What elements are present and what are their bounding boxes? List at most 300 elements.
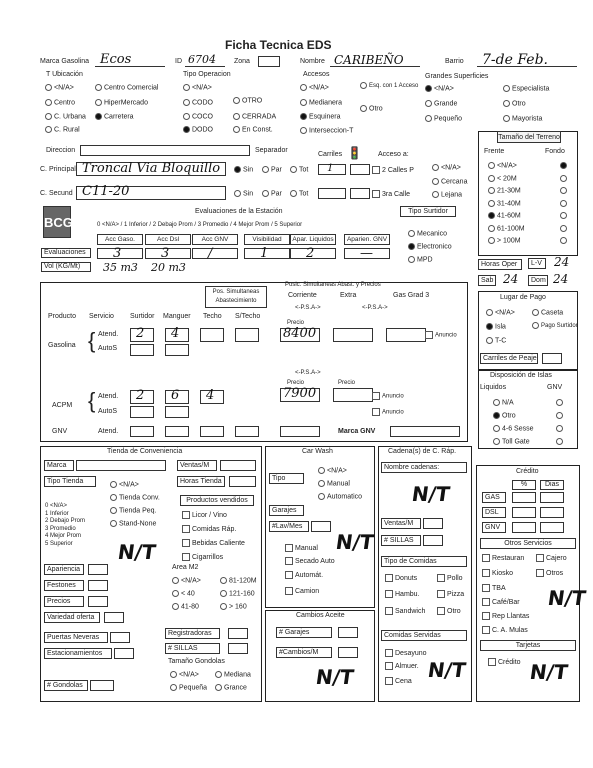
horas-tienda-field[interactable] bbox=[229, 476, 256, 487]
gas-precio-label: Precio bbox=[287, 320, 305, 326]
page-title: Ficha Tecnica EDS bbox=[225, 38, 332, 52]
marca-gnv-field[interactable] bbox=[390, 426, 460, 437]
corriente-label: Corriente bbox=[288, 292, 317, 299]
tienda-sillas-field[interactable] bbox=[228, 643, 248, 654]
otros-serv-0[interactable]: Restauran bbox=[482, 554, 524, 562]
barrio-line bbox=[477, 66, 577, 67]
pago-surtidor[interactable]: Pago Surtidor bbox=[532, 322, 578, 329]
marca-value[interactable]: Ecos bbox=[100, 52, 132, 67]
disp-liq-0[interactable]: N/A bbox=[493, 399, 514, 406]
lv-value[interactable]: 24 bbox=[554, 255, 570, 269]
gnv-surtidor-field[interactable] bbox=[130, 426, 154, 437]
nombre-line bbox=[330, 66, 420, 67]
cs-par[interactable]: Par bbox=[262, 190, 282, 197]
disp-liq-2[interactable]: 4-6 Sesse bbox=[493, 425, 534, 432]
acpm-surtidor-value: 2 bbox=[136, 388, 145, 403]
cw-manual[interactable]: Manual bbox=[318, 480, 350, 487]
com-pollo[interactable]: Pollo bbox=[437, 574, 463, 582]
terreno-fondo-radio-6[interactable] bbox=[560, 237, 569, 244]
area-radio-3[interactable]: 121-160 bbox=[220, 590, 255, 597]
tienda-scale-4: 4 Mejor Prom bbox=[45, 533, 82, 539]
terreno-fondo-radio-2[interactable] bbox=[560, 187, 569, 194]
disp-gnv-1[interactable] bbox=[556, 412, 565, 419]
tam-gondolas-label: Tamaño Gondolas bbox=[168, 658, 225, 665]
op-dodo[interactable]: DODO bbox=[183, 126, 213, 133]
id-line bbox=[185, 66, 225, 67]
cambios-title: Cambios Aceite bbox=[296, 612, 345, 619]
acpm-label: ACPM bbox=[52, 402, 73, 409]
area-label: Area M2 bbox=[172, 564, 199, 571]
registradoras-field[interactable] bbox=[228, 628, 248, 639]
terreno-frente-radio-5[interactable]: 61-100M bbox=[488, 225, 525, 232]
acpm-precio2-field[interactable] bbox=[333, 388, 373, 402]
tienda-field-label-2: Precios bbox=[44, 596, 84, 607]
acc-medianera[interactable]: Medianera bbox=[300, 99, 342, 106]
cw-manual-cb[interactable]: Manual bbox=[285, 544, 318, 552]
eval-col-2: Acc GNV bbox=[192, 234, 238, 245]
gondolas-field[interactable] bbox=[90, 680, 114, 691]
carwash-title: Car Wash bbox=[302, 448, 333, 455]
area-radio-1[interactable]: 81-120M bbox=[220, 577, 257, 584]
gnv-stecho-field[interactable] bbox=[235, 426, 259, 437]
horas-tienda-label: Horas Tienda bbox=[177, 476, 225, 487]
serv-desayuno[interactable]: Desayuno bbox=[385, 649, 427, 657]
puertas-label: Puertas Neveras bbox=[44, 632, 108, 643]
gs-especialista[interactable]: Especialista bbox=[503, 85, 549, 92]
gs-grande[interactable]: Grande bbox=[425, 100, 457, 107]
credito-dias-2[interactable] bbox=[540, 522, 564, 533]
cadena-title: Cadena(s) de C. Ráp. bbox=[388, 448, 457, 455]
evaluaciones-label: Evaluaciones bbox=[41, 248, 91, 258]
disp-liquidos: Liquidos bbox=[480, 384, 507, 391]
gas-psa1: <-P.S.A-> bbox=[295, 305, 321, 311]
eval-title: Evaluaciones de la Estación bbox=[195, 208, 283, 215]
gas-manguer2-field[interactable] bbox=[165, 344, 189, 356]
carwash-nt: N/T bbox=[334, 530, 376, 554]
terreno-frente-radio-1[interactable]: < 20M bbox=[488, 175, 517, 182]
eval-val-0: 3 bbox=[113, 246, 122, 261]
tienda-scale-0: 0 <N/A> bbox=[45, 503, 68, 509]
gas-stecho-field[interactable] bbox=[235, 328, 259, 342]
otros-servicios-label: Otros Servicios bbox=[480, 538, 576, 549]
dom-value[interactable]: 24 bbox=[553, 272, 569, 286]
cw-lav-field[interactable] bbox=[311, 521, 331, 532]
credito-pct-2[interactable] bbox=[512, 522, 536, 533]
terreno-frente: Frente bbox=[484, 148, 505, 155]
credito-title: Crédito bbox=[516, 468, 539, 475]
tipo-operacion-label: Tipo Operacion bbox=[183, 71, 231, 78]
tienda-field-label-1: Festones bbox=[44, 580, 84, 591]
eval-col-3: Visibilidad bbox=[244, 234, 290, 245]
otros-nt: N/T bbox=[546, 586, 588, 610]
area-radio-2[interactable]: < 40 bbox=[172, 590, 195, 597]
tienda-field-0[interactable] bbox=[88, 564, 108, 575]
eval-col-1: Acc Dsl bbox=[145, 234, 191, 245]
tienda-field-1[interactable] bbox=[88, 580, 108, 591]
tam-mediana[interactable]: Mediana bbox=[215, 671, 251, 678]
cw-garajes-label: Garajes bbox=[269, 505, 304, 516]
acc-interseccion-t[interactable]: Interseccion-T bbox=[300, 127, 353, 134]
t-ubicacion-label: T Ubicación bbox=[46, 71, 83, 78]
zona-field[interactable] bbox=[258, 56, 280, 67]
eval-val-1: 3 bbox=[161, 246, 170, 261]
gas-techo-field[interactable] bbox=[200, 328, 224, 342]
eval-val-4: 2 bbox=[306, 246, 315, 261]
terreno-fondo: Fondo bbox=[545, 148, 565, 155]
credito-row-label-1: DSL bbox=[482, 507, 506, 518]
gs-otro[interactable]: Otro bbox=[503, 100, 526, 107]
acpm-anuncio2[interactable]: Anuncio bbox=[372, 408, 404, 416]
registradoras-label: Registradoras bbox=[165, 628, 220, 639]
cw-automat-cb[interactable]: Automát. bbox=[285, 571, 323, 579]
op-otro[interactable]: OTRO bbox=[233, 97, 262, 104]
nombre-value[interactable]: CARIBEÑO bbox=[334, 53, 404, 67]
otros-serv-7[interactable]: C. A. Mulas bbox=[482, 626, 528, 634]
credito-pct-1[interactable] bbox=[512, 507, 536, 518]
serv-almuer[interactable]: Almuer. bbox=[385, 662, 419, 670]
tienda-title: Tienda de Conveniencia bbox=[107, 448, 183, 455]
com-donuts[interactable]: Donuts bbox=[385, 574, 417, 582]
tienda-prod-3[interactable]: Cigarrillos bbox=[182, 553, 223, 561]
credito-pct-0[interactable] bbox=[512, 492, 536, 503]
terreno-fondo-radio-1[interactable] bbox=[560, 175, 569, 182]
tienda-sillas-label: # SILLAS bbox=[165, 643, 220, 654]
tienda-field-3[interactable] bbox=[104, 612, 124, 623]
op-codo[interactable]: CODO bbox=[183, 99, 213, 106]
tienda-scale-1: 1 Inferior bbox=[45, 510, 69, 517]
gs-na[interactable]: <N/A> bbox=[425, 85, 454, 92]
tarjetas-label: Tarjetas bbox=[480, 640, 576, 651]
id-value[interactable]: 6704 bbox=[188, 53, 216, 66]
terreno-frente-radio-2[interactable]: 21-30M bbox=[488, 187, 521, 194]
prod-col-1: Servicio bbox=[89, 313, 114, 320]
otros-serv-1[interactable]: Cajero bbox=[536, 554, 567, 562]
servidas-nt: N/T bbox=[426, 658, 468, 682]
c-principal-label: C. Principal bbox=[40, 166, 76, 173]
tienda-scale-5: 5 Superior bbox=[45, 540, 73, 547]
cw-na[interactable]: <N/A> bbox=[318, 467, 347, 474]
tipo-comidas-label: Tipo de Comidas bbox=[381, 556, 467, 567]
gas-autos-label: AutoS bbox=[98, 345, 118, 352]
gnv-manguer-field[interactable] bbox=[165, 426, 189, 437]
gas-surtidor-value: 2 bbox=[136, 326, 145, 341]
tienda-scale-2: 2 Debajo Prom bbox=[45, 518, 86, 524]
cp-carriles-value: 1 bbox=[327, 163, 334, 174]
ubic-carretera[interactable]: Carretera bbox=[95, 113, 134, 120]
terreno-fondo-radio-4[interactable] bbox=[560, 212, 569, 219]
terreno-fondo-radio-0[interactable] bbox=[560, 162, 569, 169]
terreno-title: Tamaño del Terreno bbox=[497, 131, 561, 143]
nombre-label: Nombre bbox=[300, 58, 325, 65]
sab-label: Sab bbox=[478, 275, 496, 286]
terreno-fondo-radio-3[interactable] bbox=[560, 200, 569, 207]
ubic-centro[interactable]: Centro bbox=[45, 99, 75, 106]
id-label: ID bbox=[175, 58, 182, 65]
acpm-precio-value: 7900 bbox=[283, 386, 317, 401]
cs-carriles2-field[interactable] bbox=[350, 188, 370, 199]
tercera-calle[interactable]: 3ra Calle bbox=[372, 190, 410, 198]
lv-label: L-V bbox=[528, 258, 546, 269]
prod-col-5: S/Techo bbox=[235, 313, 261, 320]
otros-serv-3[interactable]: Otros bbox=[536, 569, 563, 577]
acc-na[interactable]: <N/A> bbox=[300, 84, 329, 91]
gs-mayorista[interactable]: Mayorista bbox=[503, 115, 542, 122]
pago-na[interactable]: <N/A> bbox=[486, 309, 515, 316]
tam-na[interactable]: <N/A> bbox=[170, 671, 199, 678]
acpm-precio-label: Precio bbox=[287, 380, 305, 386]
cw-lav-label: #Lav/Mes bbox=[269, 521, 309, 532]
acc-lejana[interactable]: Lejana bbox=[432, 191, 462, 198]
acc-otro[interactable]: Otro bbox=[360, 105, 383, 112]
sab-value[interactable]: 24 bbox=[503, 272, 519, 286]
prod-col-2: Surtidor bbox=[130, 313, 155, 320]
cambios-garajes-field[interactable] bbox=[338, 627, 358, 638]
grad-precio-field[interactable] bbox=[386, 328, 426, 342]
op-en-const[interactable]: En Const. bbox=[233, 126, 273, 133]
accesos-label: Accesos bbox=[303, 71, 330, 78]
terreno-fondo-radio-5[interactable] bbox=[560, 225, 569, 232]
acpm-manguer2-field[interactable] bbox=[165, 406, 189, 418]
acpm-manguer-value: 6 bbox=[171, 388, 180, 403]
cambios-mes-field[interactable] bbox=[338, 647, 358, 658]
cambios-garajes-label: # Garajes bbox=[276, 627, 332, 638]
cp-par[interactable]: Par bbox=[262, 166, 282, 173]
disp-liq-1[interactable]: Otro bbox=[493, 412, 516, 419]
area-radio-0[interactable]: <N/A> bbox=[172, 577, 201, 584]
pago-caseta[interactable]: Caseta bbox=[532, 309, 563, 316]
disp-liq-3[interactable]: Toll Gate bbox=[493, 438, 530, 445]
tienda-nt: N/T bbox=[116, 540, 158, 564]
ubic-c-urbana[interactable]: C. Urbana bbox=[45, 113, 86, 120]
dom-label: Dom bbox=[528, 275, 548, 286]
gas-atend-label: Atend. bbox=[98, 331, 119, 338]
terreno-frente-radio-6[interactable]: > 100M bbox=[488, 237, 521, 244]
tipo-mecanico[interactable]: Mecanico bbox=[408, 230, 447, 237]
cp-tot[interactable]: Tot bbox=[290, 166, 308, 173]
eval-val-3: 1 bbox=[260, 246, 269, 261]
cambios-mes-label: #Cambios/M bbox=[276, 647, 332, 658]
credito-dias-0[interactable] bbox=[540, 492, 564, 503]
cadena-sillas-field[interactable] bbox=[423, 535, 443, 546]
gas-anuncio[interactable]: Anuncio bbox=[425, 331, 457, 339]
tienda-marca-label: Marca bbox=[44, 460, 74, 471]
disp-gnv-3[interactable] bbox=[556, 438, 565, 445]
eval-val-2: / bbox=[208, 246, 213, 261]
acc-cercana[interactable]: Cercana bbox=[432, 178, 467, 185]
gasolina-brace: { bbox=[88, 328, 96, 353]
eval-col-0: Acc Gaso. bbox=[97, 234, 143, 245]
gasolina-label: Gasolina bbox=[48, 342, 76, 349]
pos-sim-label: Pos. Simultaneas Abastecimiento bbox=[205, 286, 267, 308]
tarjetas-nt: N/T bbox=[528, 660, 570, 684]
tienda-field-label-0: Apariencia bbox=[44, 564, 84, 575]
eval-scale: 0 <N/A> / 1 Inferior / 2 Debajo Prom / 3 Promedio / 4 Mejor Prom / 5 Superior bbox=[97, 222, 303, 228]
otros-serv-2[interactable]: Kiosko bbox=[482, 569, 513, 577]
separador-label: Separador bbox=[255, 147, 288, 154]
tam-grance[interactable]: Grance bbox=[215, 684, 247, 691]
barrio-value[interactable]: 7-de Feb. bbox=[482, 52, 548, 68]
tienda-stand[interactable]: Stand-None bbox=[110, 520, 156, 527]
gas-surtidor2-field[interactable] bbox=[130, 344, 154, 356]
cambios-nt: N/T bbox=[314, 665, 356, 689]
tipo-electronico[interactable]: Electronico bbox=[408, 243, 452, 250]
area-radio-4[interactable]: 41-80 bbox=[172, 603, 199, 610]
tienda-field-2[interactable] bbox=[88, 596, 108, 607]
marca-line bbox=[95, 66, 165, 67]
acpm-atend-label: Atend. bbox=[98, 393, 119, 400]
eval-vol-0[interactable]: 35 m3 bbox=[103, 261, 138, 274]
tienda-ventas-label: Ventas/M bbox=[177, 460, 217, 471]
acc-esq-1acceso[interactable]: Esq. con 1 Acceso bbox=[360, 82, 418, 90]
marca-gnv-label: Marca GNV bbox=[338, 428, 376, 435]
vol-label: Vol (KG/Mt) bbox=[41, 262, 91, 272]
pos-sim2-label: Posic. Simultaneas Abast. y Precios bbox=[285, 282, 381, 288]
eval-val-5: — bbox=[360, 246, 373, 261]
grandes-superficies-label: Grandes Superficies bbox=[425, 73, 489, 80]
acpm-psa: <-P.S.A-> bbox=[295, 370, 321, 376]
tienda-prod-1[interactable]: Comidas Ráp. bbox=[182, 525, 236, 533]
tienda-marca-field[interactable] bbox=[76, 460, 166, 471]
cp-sin[interactable]: Sin bbox=[234, 166, 253, 173]
gas-precio-value: 8400 bbox=[283, 326, 317, 341]
cw-secado-cb[interactable]: Secado Auto bbox=[285, 557, 335, 565]
cs-carriles-field[interactable] bbox=[318, 188, 346, 199]
area-radio-5[interactable]: > 160 bbox=[220, 603, 247, 610]
tam-pequena[interactable]: Pequeña bbox=[170, 684, 207, 691]
acpm-anuncio[interactable]: Anuncio bbox=[372, 392, 404, 400]
eval-val-field-2[interactable] bbox=[192, 248, 238, 259]
c-secund-label: C. Secund bbox=[40, 190, 73, 197]
carriles-peaje-field[interactable] bbox=[542, 353, 562, 364]
cw-tipo-label: Tipo bbox=[269, 473, 304, 484]
barrio-label: Barrio bbox=[445, 58, 464, 65]
credito-row-label-2: GNV bbox=[482, 522, 506, 533]
com-pizza[interactable]: Pizza bbox=[437, 590, 464, 598]
cp-carriles2-field[interactable] bbox=[350, 164, 370, 175]
gnv-label: GNV bbox=[52, 428, 68, 435]
gas-manguer-value: 4 bbox=[171, 326, 180, 341]
acc-esquinera[interactable]: Esquinera bbox=[300, 113, 341, 120]
carriles-label: Carriles bbox=[318, 151, 343, 158]
extra-precio-field[interactable] bbox=[333, 328, 373, 342]
eval-vol-1[interactable]: 20 m3 bbox=[151, 261, 186, 274]
carriles-peaje-label: Carriles de Peaje bbox=[480, 353, 538, 364]
credito-dias-label: Dias bbox=[540, 480, 564, 490]
ubic-centro-comercial[interactable]: Centro Comercial bbox=[95, 84, 158, 91]
gas-psa2: <-P.S.A-> bbox=[362, 305, 388, 311]
otros-serv-4[interactable]: TBA bbox=[482, 584, 506, 592]
acpm-precio2-label: Precio bbox=[338, 380, 356, 386]
com-hambu[interactable]: Hambu. bbox=[385, 590, 420, 598]
acpm-brace: { bbox=[88, 388, 96, 413]
disp-gnv-0[interactable] bbox=[556, 399, 565, 406]
c-secund-value: C11-20 bbox=[82, 184, 130, 199]
tienda-field-label-3: Variedad oferta bbox=[44, 612, 100, 623]
pago-tc[interactable]: T-C bbox=[486, 337, 506, 344]
dos-calles[interactable]: 2 Calles P bbox=[372, 166, 414, 174]
prod-vendidos-label: Productos vendidos bbox=[180, 495, 254, 506]
tarj-credito[interactable]: Crédito bbox=[488, 658, 521, 666]
cw-camion-cb[interactable]: Camion bbox=[285, 587, 319, 595]
tipo-mpd[interactable]: MPD bbox=[408, 256, 433, 263]
extra-label: Extra bbox=[340, 292, 357, 299]
tienda-conv[interactable]: Tienda Conv. bbox=[110, 494, 160, 501]
tipo-surtidor: Tipo Surtidor bbox=[400, 206, 456, 217]
ubic-c-rural[interactable]: C. Rural bbox=[45, 126, 80, 133]
op-coco[interactable]: COCO bbox=[183, 113, 213, 120]
terreno-frente-radio-4[interactable]: 41-60M bbox=[488, 212, 521, 219]
gondolas-label: # Gondolas bbox=[44, 680, 88, 691]
gnv-precio-field[interactable] bbox=[280, 426, 320, 437]
credito-row-label-0: GAS bbox=[482, 492, 506, 503]
prod-col-0: Producto bbox=[48, 313, 77, 320]
acpm-surtidor2-field[interactable] bbox=[130, 406, 154, 418]
gnv-techo-field[interactable] bbox=[200, 426, 224, 437]
marca-label: Marca Gasolina bbox=[40, 58, 90, 65]
tienda-prod-0[interactable]: Licor / Vino bbox=[182, 511, 227, 519]
otros-serv-5[interactable]: Café/Bar bbox=[482, 598, 520, 606]
eval-col-5: Aparien. GNV bbox=[344, 234, 390, 245]
cs-sin[interactable]: Sin bbox=[234, 190, 253, 197]
acceso-a-label: Acceso a: bbox=[378, 151, 409, 158]
tienda-prod-2[interactable]: Bebidas Caliente bbox=[182, 539, 245, 547]
prod-col-4: Techo bbox=[203, 313, 222, 320]
ubic-hipermercado[interactable]: HiperMercado bbox=[95, 99, 148, 106]
disposicion-title: Disposición de Islas bbox=[490, 372, 552, 379]
op-na[interactable]: <N/A> bbox=[183, 84, 212, 91]
estac-label: Estacionamientos bbox=[44, 648, 112, 659]
cadena-ventas-label: Ventas/M bbox=[381, 518, 421, 529]
zona-label: Zona bbox=[234, 58, 250, 65]
estac-field[interactable] bbox=[114, 648, 134, 659]
direccion-field[interactable] bbox=[80, 145, 250, 156]
gs-pequeno[interactable]: Pequeño bbox=[425, 115, 462, 122]
cadena-nt: N/T bbox=[410, 482, 452, 506]
ubic-na[interactable]: <N/A> bbox=[45, 84, 74, 91]
disp-gnv: GNV bbox=[547, 384, 563, 391]
com-sandwich[interactable]: Sandwich bbox=[385, 607, 425, 615]
comidas-servidas-label: Comidas Servidas bbox=[381, 630, 467, 641]
cadena-nombre-label: Nombre cadenas: bbox=[381, 462, 467, 473]
direccion-label: Direccion bbox=[46, 147, 76, 154]
puertas-field[interactable] bbox=[110, 632, 130, 643]
acpm-techo-value: 4 bbox=[206, 388, 215, 403]
cs-tot[interactable]: Tot bbox=[290, 190, 308, 197]
bcg-logo: BCG bbox=[43, 206, 71, 238]
horas-oper-label: Horas Oper bbox=[478, 259, 522, 270]
acc-na2[interactable]: <N/A> bbox=[432, 164, 461, 171]
tienda-peq[interactable]: Tienda Peq. bbox=[110, 507, 157, 514]
tienda-na[interactable]: <N/A> bbox=[110, 481, 139, 488]
pago-isla[interactable]: Isla bbox=[486, 323, 506, 330]
serv-cena[interactable]: Cena bbox=[385, 677, 412, 685]
com-otro[interactable]: Otro bbox=[437, 607, 461, 615]
tienda-ventas-field[interactable] bbox=[220, 460, 256, 471]
cadena-ventas-field[interactable] bbox=[423, 518, 443, 529]
tipo-tienda-label: Tipo Tienda bbox=[44, 476, 96, 487]
otros-serv-6[interactable]: Rep Llantas bbox=[482, 612, 529, 620]
terreno-frente-radio-3[interactable]: 31-40M bbox=[488, 200, 521, 207]
cw-automatico[interactable]: Automatico bbox=[318, 493, 362, 500]
disp-gnv-2[interactable] bbox=[556, 425, 565, 432]
prod-col-3: Manguer bbox=[163, 313, 191, 320]
cadena-sillas-label: # SILLAS bbox=[381, 535, 421, 546]
terreno-frente-radio-0[interactable]: <N/A> bbox=[488, 162, 517, 169]
op-cerrada[interactable]: CERRADA bbox=[233, 113, 276, 120]
gas-grad-label: Gas Grad 3 bbox=[393, 292, 430, 299]
credito-dias-1[interactable] bbox=[540, 507, 564, 518]
c-principal-value: Troncal Via Bloquillo bbox=[82, 161, 221, 176]
